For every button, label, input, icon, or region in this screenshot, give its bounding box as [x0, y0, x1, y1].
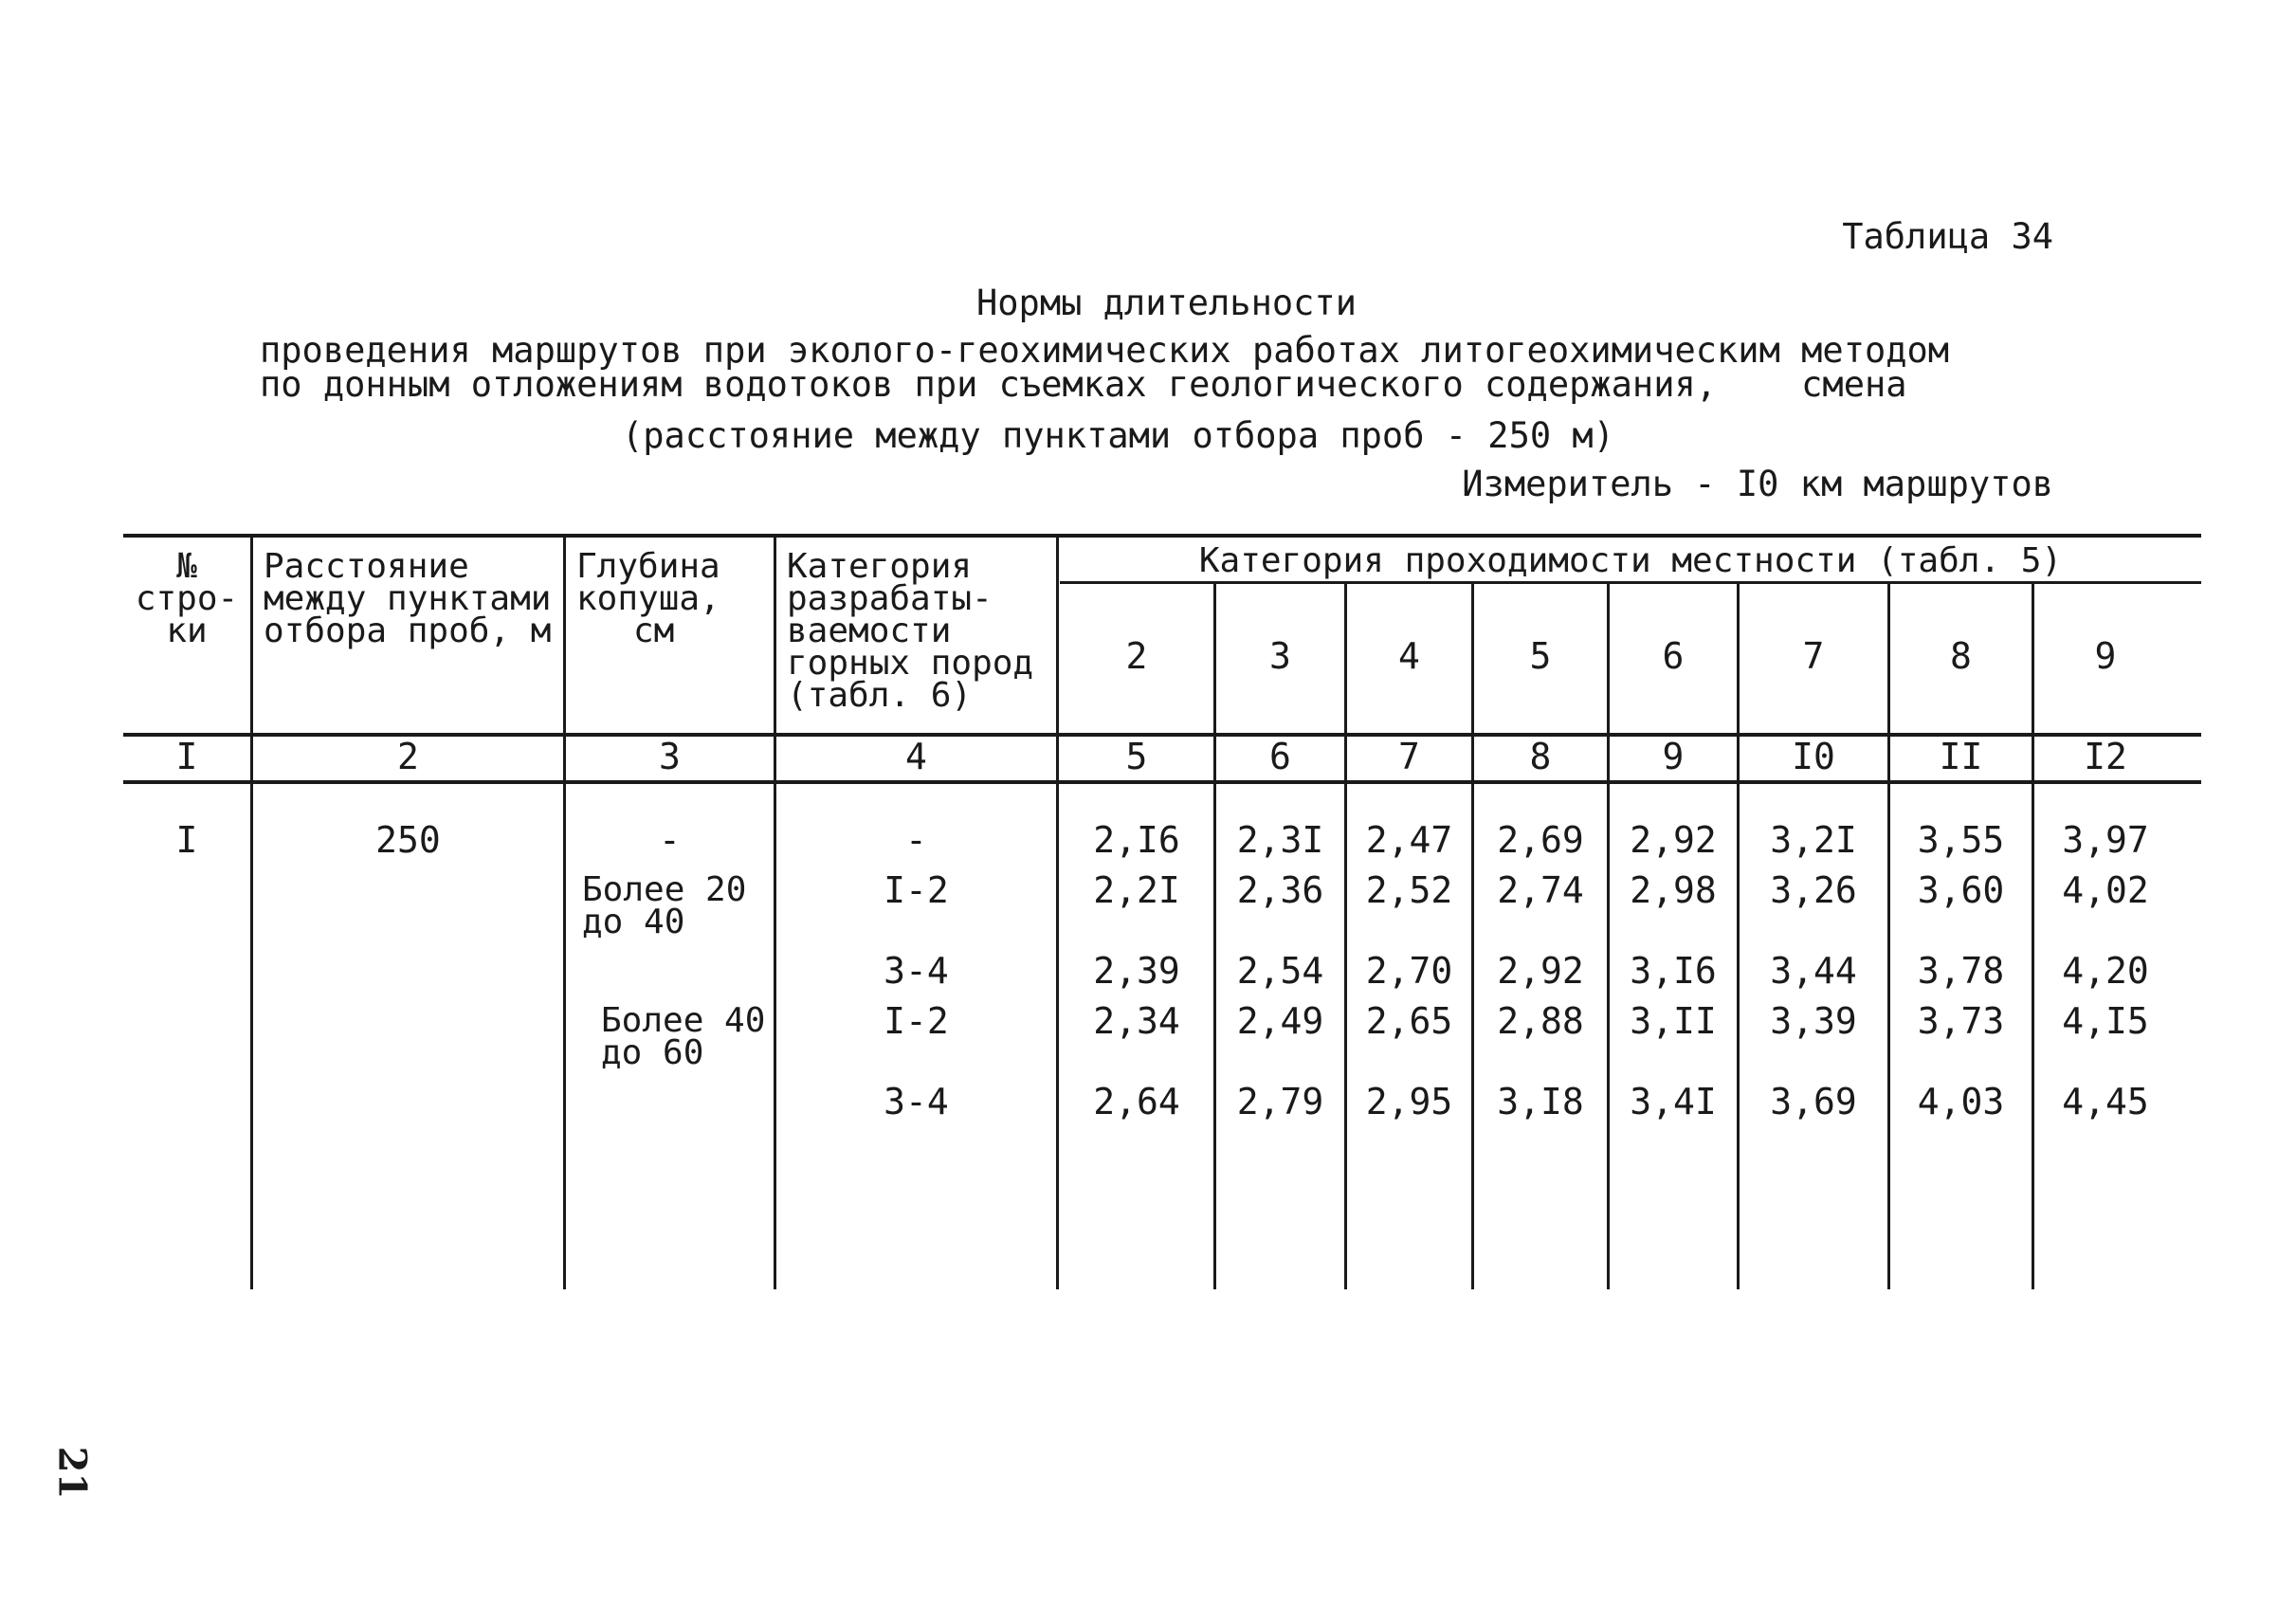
- table-subtitle-line-2: по донным отложениям водотоков при съемках геологического содержания, смена: [260, 364, 1907, 405]
- rock-category-cell: I-2: [884, 869, 949, 911]
- value-cell: 3,97: [2062, 819, 2149, 861]
- value-cell: 2,47: [1365, 819, 1453, 861]
- page-number: 21: [49, 1446, 95, 1500]
- header-distance-line-3: отбора проб, м: [264, 611, 552, 650]
- table-subtitle-line-3: (расстояние между пунктами отбора проб - 250 м): [622, 415, 1614, 456]
- header-depth-line-3: см: [633, 611, 675, 650]
- header-depth-line-1: Глубина: [576, 547, 720, 586]
- value-cell: 2,39: [1093, 950, 1180, 992]
- col-divider-4: [1056, 534, 1059, 1289]
- header-depth: [576, 547, 720, 650]
- header-terrain-cat-3: 3: [1269, 635, 1291, 677]
- depth-cell-3-line-2: до 60: [601, 1033, 704, 1072]
- depth-cell-3: [601, 1001, 766, 1072]
- header-terrain-cat-7: 7: [1802, 635, 1825, 677]
- column-number-10: I0: [1792, 736, 1835, 777]
- header-terrain-cat-2: 2: [1125, 635, 1148, 677]
- header-rock-category-line-3: ваемости: [787, 611, 952, 650]
- col-divider-1: [250, 534, 253, 1289]
- value-cell: 3,4I: [1630, 1081, 1717, 1122]
- table-top-rule: [123, 534, 2201, 538]
- value-cell: 3,39: [1770, 1000, 1857, 1042]
- value-cell: 2,70: [1365, 950, 1453, 992]
- header-row-no-line-3: ки: [166, 611, 208, 650]
- col-divider-3: [774, 534, 776, 1289]
- header-terrain-cat-4: 4: [1398, 635, 1420, 677]
- value-cell: 2,79: [1236, 1081, 1324, 1122]
- value-cell: 2,95: [1365, 1081, 1453, 1122]
- value-cell: 3,44: [1770, 950, 1857, 992]
- value-cell: 3,69: [1770, 1081, 1857, 1122]
- norms-table: [123, 534, 2201, 1289]
- value-cell: 2,52: [1365, 869, 1453, 911]
- header-terrain-cat-9: 9: [2094, 635, 2117, 677]
- column-number-11: II: [1939, 736, 1983, 777]
- rock-category-cell: I-2: [884, 1000, 949, 1042]
- column-number-7: 7: [1398, 736, 1420, 777]
- header-terrain-cat-6: 6: [1662, 635, 1685, 677]
- table-number-label: Таблица 34: [1842, 216, 2053, 257]
- value-cell: 2,49: [1236, 1000, 1324, 1042]
- value-cell: 2,92: [1630, 819, 1717, 861]
- value-cell: 2,98: [1630, 869, 1717, 911]
- value-cell: 2,65: [1365, 1000, 1453, 1042]
- col-divider-7: [1471, 581, 1474, 1289]
- header-rock-category-line-2: разрабаты-: [787, 579, 993, 618]
- value-cell: 3,I6: [1630, 950, 1717, 992]
- value-cell: 4,03: [1917, 1081, 2005, 1122]
- depth-cell-3-line-1: Более 40: [601, 1001, 766, 1040]
- column-number-9: 9: [1662, 736, 1685, 777]
- header-rock-category-line-4: горных пород: [787, 644, 1034, 683]
- value-cell: 2,54: [1236, 950, 1324, 992]
- column-number-2: 2: [397, 736, 419, 777]
- value-cell: 2,64: [1093, 1081, 1180, 1122]
- rock-category-cell: 3-4: [884, 1081, 949, 1122]
- header-row-no-line-1: №: [176, 547, 197, 586]
- col-divider-9: [1737, 581, 1740, 1289]
- distance-cell: 250: [375, 819, 441, 861]
- col-divider-2: [563, 534, 566, 1289]
- value-cell: 3,55: [1917, 819, 2005, 861]
- col-divider-5: [1213, 581, 1216, 1289]
- header-rock-category-line-1: Категория: [787, 547, 973, 586]
- row-number-cell: I: [175, 819, 198, 861]
- rock-category-cell: -: [905, 819, 927, 861]
- value-cell: 3,II: [1630, 1000, 1717, 1042]
- value-cell: 4,45: [2062, 1081, 2149, 1122]
- header-terrain-cat-5: 5: [1529, 635, 1552, 677]
- value-cell: 3,26: [1770, 869, 1857, 911]
- col-divider-10: [1887, 581, 1890, 1289]
- value-cell: 3,2I: [1770, 819, 1857, 861]
- value-cell: 4,02: [2062, 869, 2149, 911]
- value-cell: 2,34: [1093, 1000, 1180, 1042]
- header-terrain-group: Категория проходимости местности (табл. 5): [1198, 541, 2063, 580]
- column-number-4: 4: [905, 736, 927, 777]
- unit-of-measure: Измеритель - I0 км маршрутов: [1462, 464, 2053, 504]
- header-terrain-cat-8: 8: [1950, 635, 1972, 677]
- header-row-no: [123, 547, 250, 650]
- column-number-6: 6: [1269, 736, 1291, 777]
- header-rock-category-line-5: (табл. 6): [787, 676, 973, 715]
- header-row-no-line-2: стро-: [135, 579, 239, 618]
- col-divider-8: [1607, 581, 1610, 1289]
- column-number-1: I: [175, 736, 198, 777]
- value-cell: 3,78: [1917, 950, 2005, 992]
- rock-category-cell: 3-4: [884, 950, 949, 992]
- header-distance-line-1: Расстояние: [264, 547, 469, 586]
- header-distance: [264, 547, 552, 650]
- col-divider-6: [1344, 581, 1347, 1289]
- depth-cell-2-line-2: до 40: [582, 903, 685, 941]
- value-cell: 2,88: [1497, 1000, 1584, 1042]
- header-rock-category: [787, 547, 1034, 715]
- value-cell: 3,I8: [1497, 1081, 1584, 1122]
- table-subtitle-line-1: проведения маршрутов при эколого-геохимических работах литогеохимическим методом: [260, 330, 1950, 371]
- value-cell: 2,3I: [1236, 819, 1324, 861]
- column-number-5: 5: [1125, 736, 1148, 777]
- value-cell: 2,36: [1236, 869, 1324, 911]
- col-divider-11: [2032, 581, 2034, 1289]
- column-number-3: 3: [659, 736, 681, 777]
- value-cell: 2,92: [1497, 950, 1584, 992]
- value-cell: 2,I6: [1093, 819, 1180, 861]
- column-number-8: 8: [1529, 736, 1552, 777]
- value-cell: 2,69: [1497, 819, 1584, 861]
- table-title: Нормы длительности: [976, 283, 1357, 323]
- terrain-group-rule: [1060, 581, 2201, 584]
- value-cell: 4,20: [2062, 950, 2149, 992]
- value-cell: 3,73: [1917, 1000, 2005, 1042]
- header-distance-line-2: между пунктами: [264, 579, 552, 618]
- depth-cell-1: -: [659, 819, 681, 861]
- column-number-12: I2: [2084, 736, 2127, 777]
- depth-cell-2-line-1: Более 20: [582, 870, 747, 909]
- value-cell: 2,2I: [1093, 869, 1180, 911]
- depth-cell-2: [582, 870, 747, 941]
- header-depth-line-2: копуша,: [576, 579, 720, 618]
- value-cell: 4,I5: [2062, 1000, 2149, 1042]
- value-cell: 2,74: [1497, 869, 1584, 911]
- value-cell: 3,60: [1917, 869, 2005, 911]
